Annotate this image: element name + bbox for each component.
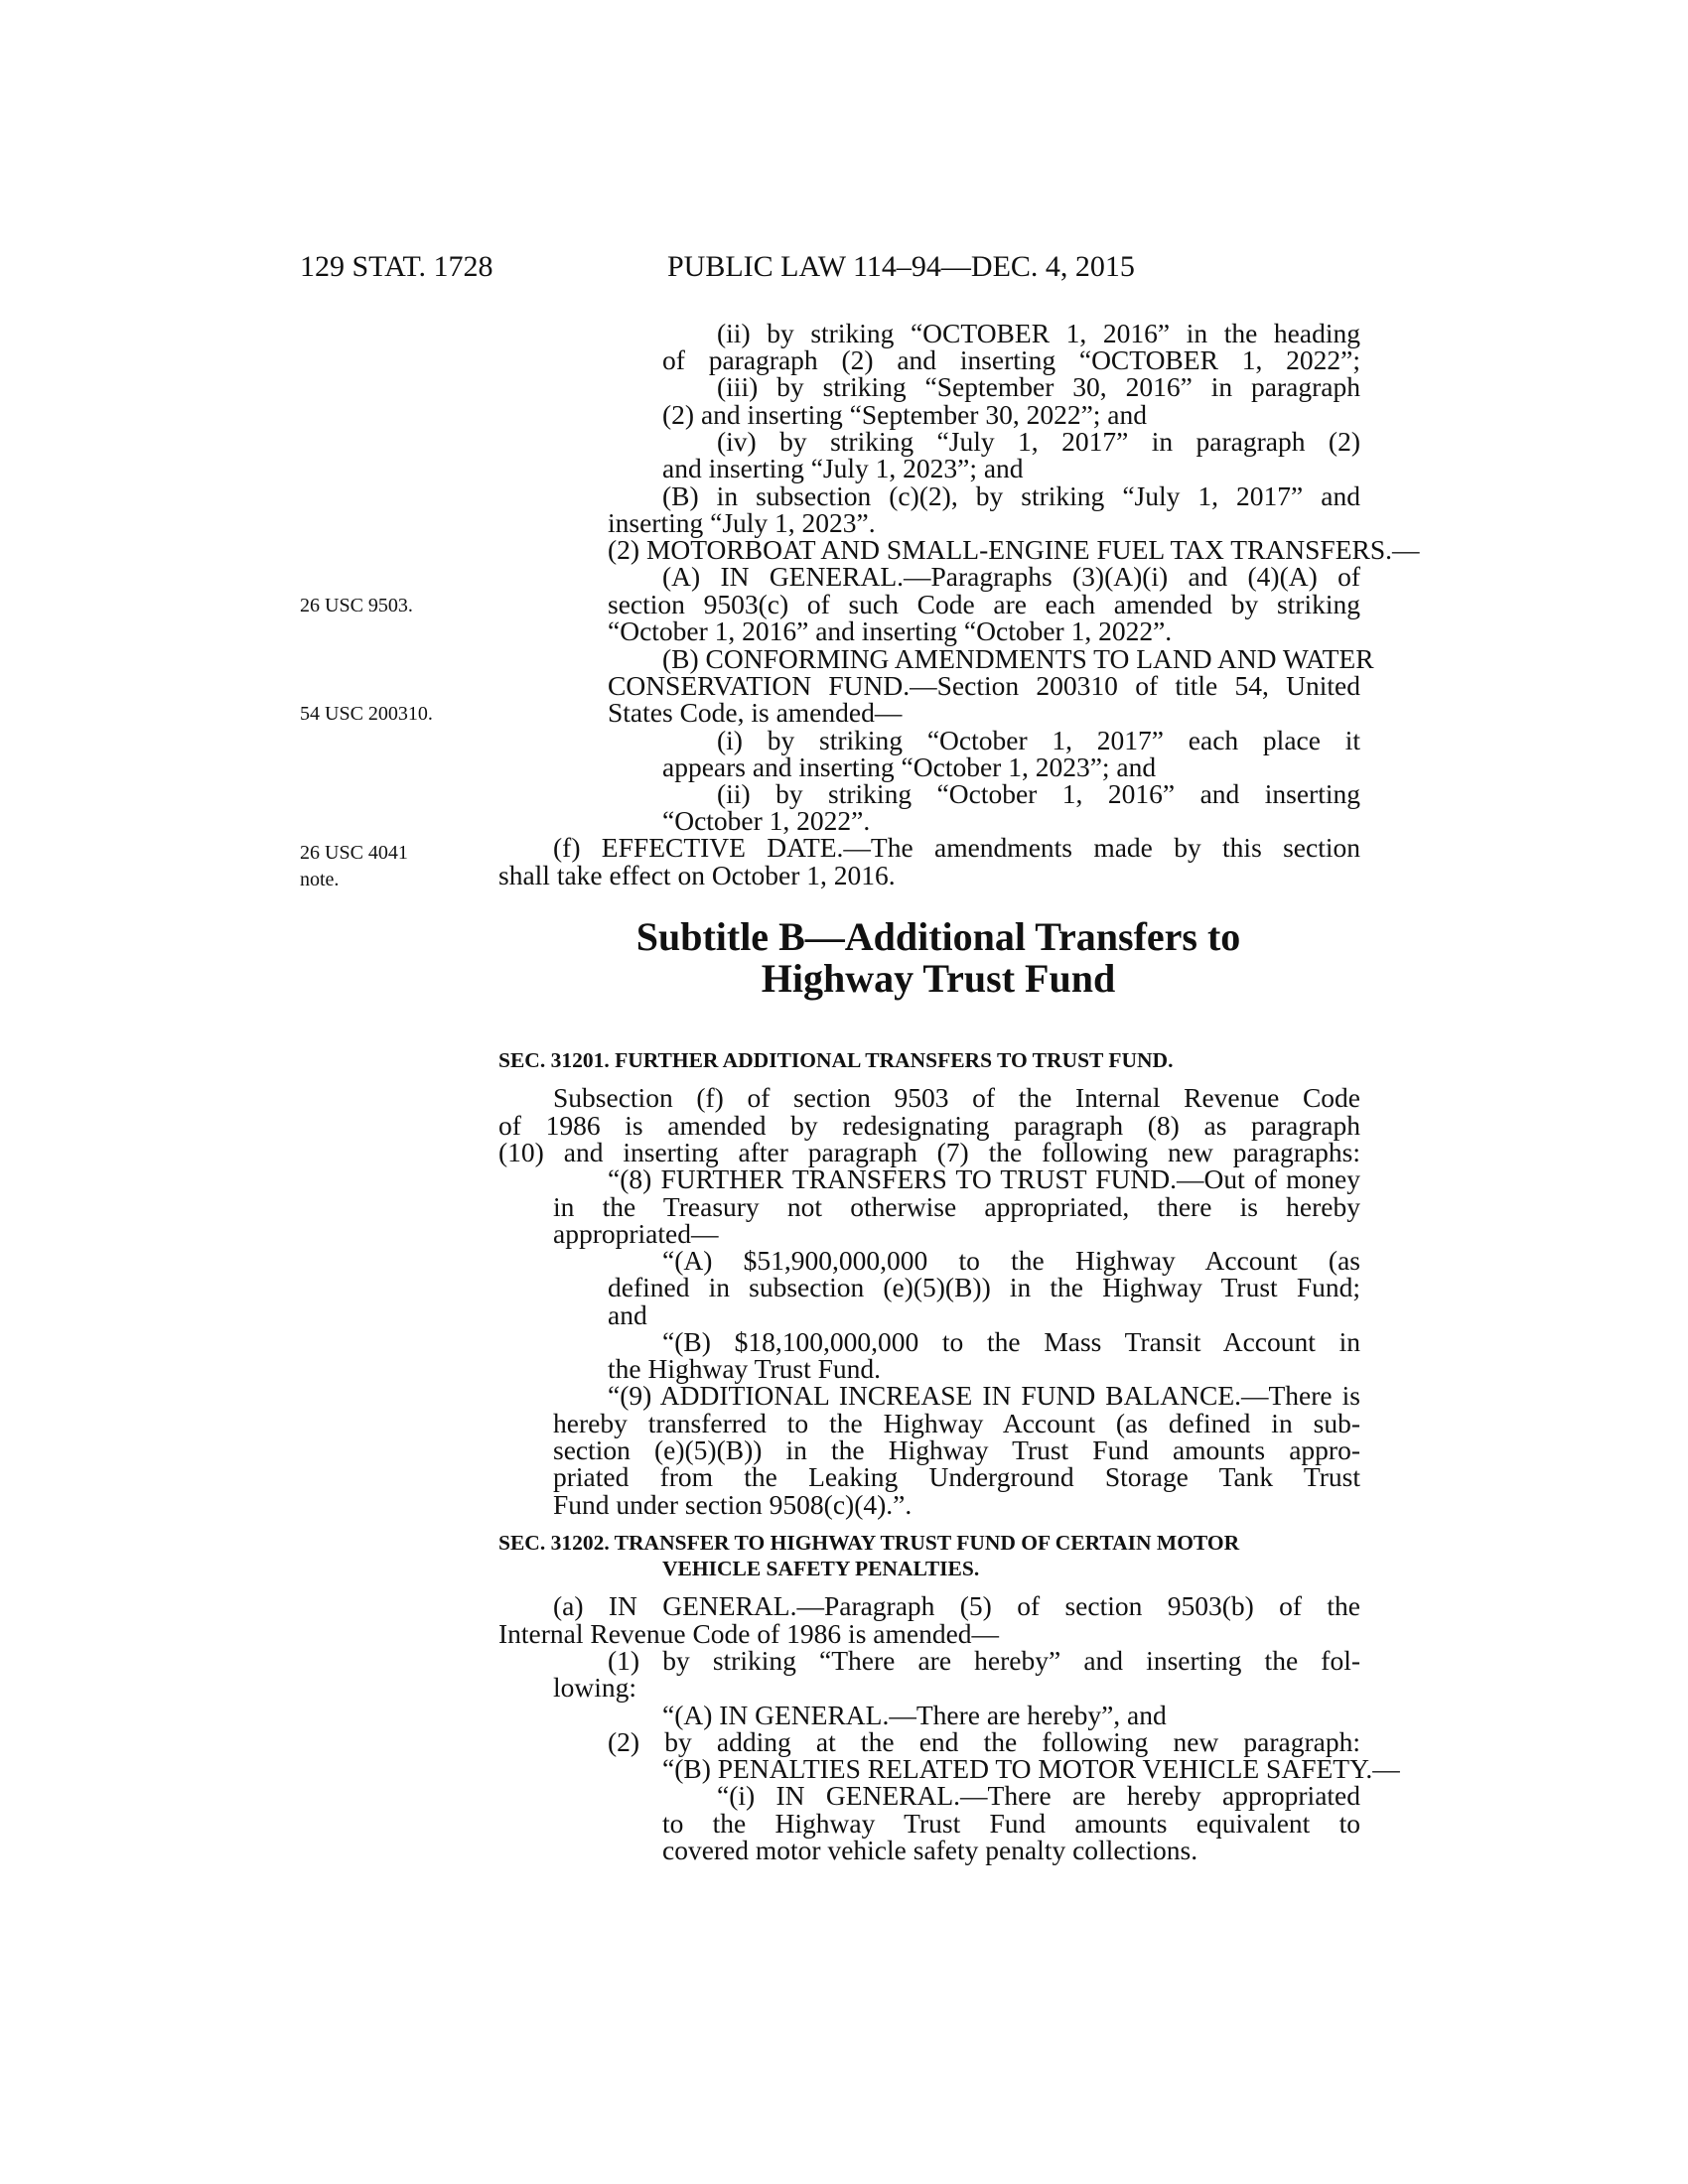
body-line: hereby transferred to the Highway Account (as defined in sub- <box>553 1408 1360 1438</box>
body-line: Subsection (f) of section 9503 of the Internal Revenue Code <box>553 1082 1360 1113</box>
body-line: “(A) $51,900,000,000 to the Highway Account (as <box>662 1245 1360 1276</box>
page-header-title: PUBLIC LAW 114–94—DEC. 4, 2015 <box>667 250 1135 283</box>
body-line: (ii) by striking “OCTOBER 1, 2016” in the heading <box>717 318 1360 348</box>
body-line: (ii) by striking “October 1, 2016” and inserting <box>717 778 1360 809</box>
body-line: “(B) $18,100,000,000 to the Mass Transit Account in <box>662 1326 1360 1357</box>
page-stat-citation: 129 STAT. 1728 <box>300 250 493 283</box>
margin-note: 54 USC 200310. <box>300 703 433 725</box>
body-line: of 1986 is amended by redesignating paragraph (8) as paragraph <box>498 1110 1360 1141</box>
body-line: priated from the Leaking Underground Storage Tank Trust <box>553 1461 1360 1492</box>
body-line: “(9) ADDITIONAL INCREASE IN FUND BALANCE.—There is <box>608 1380 1360 1411</box>
body-line: (iv) by striking “July 1, 2017” in paragraph (2) <box>717 426 1360 457</box>
body-line: section (e)(5)(B)) in the Highway Trust Fund amounts appro- <box>553 1434 1360 1465</box>
body-line: shall take effect on October 1, 2016. <box>498 860 896 890</box>
body-line: inserting “July 1, 2023”. <box>608 507 876 538</box>
body-line: “October 1, 2016” and inserting “October 1, 2022”. <box>608 615 1173 646</box>
margin-note: 26 USC 9503. <box>300 595 413 616</box>
body-line: “October 1, 2022”. <box>662 805 871 836</box>
body-line: (B) in subsection (c)(2), by striking “July 1, 2017” and <box>662 480 1360 511</box>
body-line: Fund under section 9508(c)(4).”. <box>553 1489 913 1520</box>
paragraph-heading: (2) MOTORBOAT AND SMALL-ENGINE FUEL TAX TRANSFERS.— <box>608 534 1420 565</box>
body-line: and <box>608 1299 647 1330</box>
body-line: “(8) FURTHER TRANSFERS TO TRUST FUND.—Out of money <box>608 1163 1360 1194</box>
body-line: (B) CONFORMING AMENDMENTS TO LAND AND WATER <box>662 643 1374 674</box>
body-line: “(B) PENALTIES RELATED TO MOTOR VEHICLE SAFETY.— <box>662 1753 1400 1784</box>
body-line: Internal Revenue Code of 1986 is amended— <box>498 1618 1000 1649</box>
body-line: (10) and inserting after paragraph (7) the following new paragraphs: <box>498 1137 1360 1167</box>
body-line: (2) by adding at the end the following new paragraph: <box>608 1726 1360 1757</box>
body-line: in the Treasury not otherwise appropriated, there is hereby <box>553 1191 1360 1222</box>
subtitle-heading: Subtitle B—Additional Transfers to <box>635 914 1241 959</box>
body-line: (A) IN GENERAL.—Paragraphs (3)(A)(i) and (4)(A) of <box>662 561 1360 592</box>
body-line: (f) EFFECTIVE DATE.—The amendments made by this section <box>553 832 1360 863</box>
body-line: “(i) IN GENERAL.—There are hereby appropriated <box>717 1780 1360 1811</box>
body-line: covered motor vehicle safety penalty collections. <box>662 1835 1198 1865</box>
body-line: States Code, is amended— <box>608 697 903 728</box>
body-line: CONSERVATION FUND.—Section 200310 of title 54, United <box>608 670 1360 701</box>
section-heading: VEHICLE SAFETY PENALTIES. <box>662 1557 980 1580</box>
body-line: the Highway Trust Fund. <box>608 1353 882 1384</box>
body-line: of paragraph (2) and inserting “OCTOBER 1, 2022”; <box>662 344 1360 375</box>
body-line: (1) by striking “There are hereby” and inserting the fol- <box>608 1645 1360 1676</box>
body-line: and inserting “July 1, 2023”; and <box>662 453 1024 483</box>
body-line: to the Highway Trust Fund amounts equivalent to <box>662 1808 1360 1839</box>
section-heading: SEC. 31202. TRANSFER TO HIGHWAY TRUST FUND OF CERTAIN MOTOR <box>498 1531 1240 1555</box>
body-line: appropriated— <box>553 1218 719 1249</box>
section-heading: SEC. 31201. FURTHER ADDITIONAL TRANSFERS TO TRUST FUND. <box>498 1048 1174 1072</box>
body-line: (2) and inserting “September 30, 2022”; and <box>662 399 1147 430</box>
body-line: (i) by striking “October 1, 2017” each place it <box>717 725 1360 755</box>
body-line: defined in subsection (e)(5)(B)) in the Highway Trust Fund; <box>608 1272 1360 1302</box>
body-line: (iii) by striking “September 30, 2016” in paragraph <box>717 371 1360 402</box>
body-line: “(A) IN GENERAL.—There are hereby”, and <box>662 1700 1167 1730</box>
body-line: appears and inserting “October 1, 2023”; and <box>662 751 1157 782</box>
body-line: section 9503(c) of such Code are each amended by striking <box>608 589 1360 619</box>
subtitle-heading: Highway Trust Fund <box>761 956 1116 1001</box>
margin-note: 26 USC 4041 note. <box>300 842 408 890</box>
body-line: (a) IN GENERAL.—Paragraph (5) of section 9503(b) of the <box>553 1590 1360 1621</box>
body-line: lowing: <box>553 1672 637 1703</box>
